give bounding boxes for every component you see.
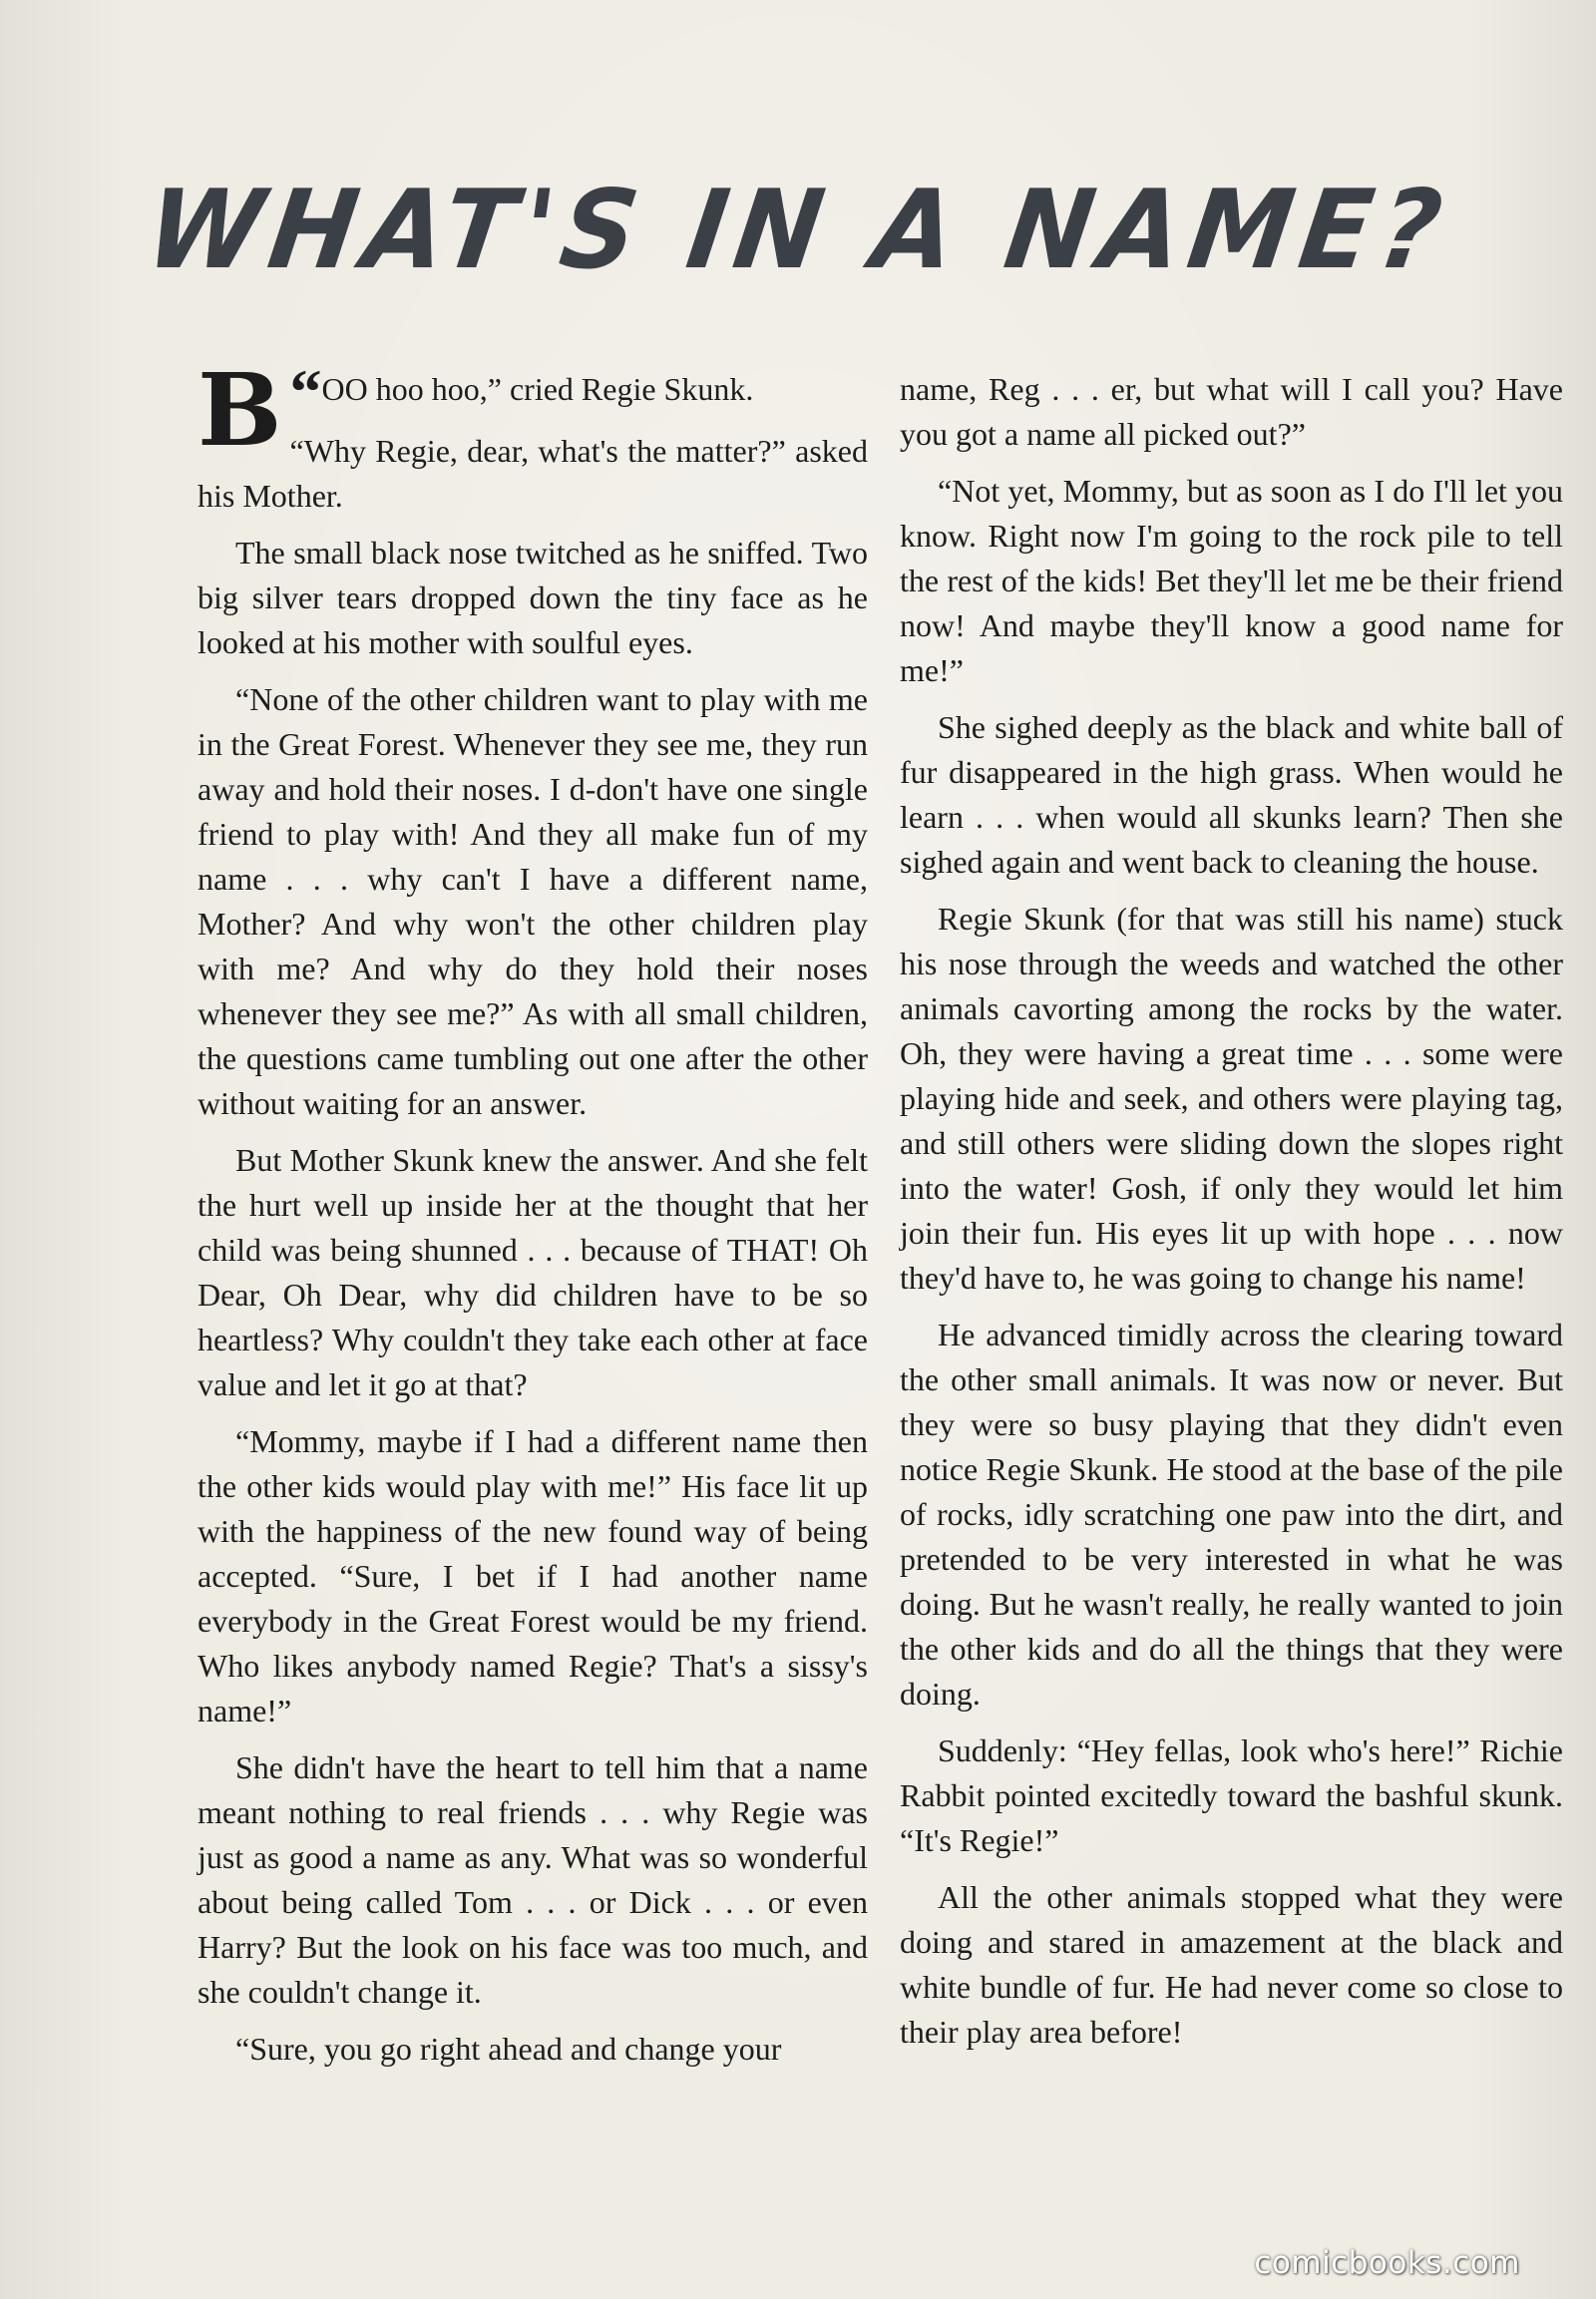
paragraph: “None of the other children want to play with me in the Great Forest. Whenever they see me, they run away and hold their noses. I d-don't have one single friend to play with! And they all make fun of my name . . . why can't I have a different name, Mother? And why won't the other children play with me? And why do they hold their noses whenever they see me?” As with all small children, the questions came tumbling out one after the other without waiting for an answer. (198, 681, 868, 1121)
drop-quote: “ (289, 356, 322, 427)
paragraph: Suddenly: “Hey fellas, look who's here!” Richie Rabbit pointed excitedly toward the bashful skunk. “It's Regie!” (900, 1732, 1563, 1858)
paragraph: “Why Regie, dear, what's the matter?” asked his Mother. (198, 433, 868, 514)
paragraph: Regie Skunk (for that was still his name) stuck his nose through the weeds and watched the other animals cavorting among the rocks by the water. Oh, they were having a great time . . . some were playing hide and seek, and others were playing tag, and still others were sliding down the slopes right into the water! Gosh, if only they would let him join their fun. His eyes lit up with hope . . . now they'd have to, he was going to change his name! (900, 901, 1563, 1296)
paragraph: The small black nose twitched as he sniffed. Two big silver tears dropped down the tiny face as he looked at his mother with soulful eyes. (198, 535, 868, 660)
paragraph: He advanced timidly across the clearing toward the other small animals. It was now or never. But they were so busy playing that they didn't even notice Regie Skunk. He stood at the base of the pile of rocks, idly scratching one paw into the dirt, and pretended to be very interested in what he was doing. But he wasn't really, he really wanted to join the other kids and do all the things that they were doing. (900, 1317, 1563, 1712)
paragraph: She sighed deeply as the black and white ball of fur disappeared in the high grass. When would he learn . . . when would all skunks learn? Then she sighed again and went back to cleaning the house. (900, 709, 1563, 880)
paragraph: “Mommy, maybe if I had a different name then the other kids would play with me!” His face lit up with the happiness of the new found way of being accepted. “Sure, I bet if I had another name everybody in the Great Forest would be my friend. Who likes anybody named Regie? That's a sissy's name!” (198, 1423, 868, 1728)
drop-cap: B (198, 351, 282, 469)
paragraph (198, 351, 868, 469)
page-title: WHAT'S IN A NAME? (139, 165, 1457, 294)
left-column (198, 351, 868, 2084)
paragraph: But Mother Skunk knew the answer. And she felt the hurt well up inside her at the thought that her child was being shunned . . . because of THAT! Oh Dear, Oh Dear, why did children have to be so heartless? Why couldn't they take each other at face value and let it go at that? (198, 1142, 868, 1402)
paragraph: name, Reg . . . er, but what will I call you? Have you got a name all picked out?” (900, 371, 1563, 452)
paragraph-text: OO hoo hoo,” cried Regie Skunk. (321, 371, 754, 407)
watermark: comicbooks.com (1254, 2245, 1520, 2281)
right-column (900, 367, 1563, 2067)
paragraph: She didn't have the heart to tell him that a name meant nothing to real friends . . . why Regie was just as good a name as any. What was so wonderful about being called Tom . . . or Dick . . . or even Harry? But the look on his face was too much, and she couldn't change it. (198, 1749, 868, 2010)
paragraph: “Sure, you go right ahead and change your (235, 2031, 782, 2067)
paragraph: All the other animals stopped what they were doing and stared in amazement at the black and white bundle of fur. He had never come so close to their play area before! (900, 1879, 1563, 2050)
paragraph: “Not yet, Mommy, but as soon as I do I'll let you know. Right now I'm going to the rock pile to tell the rest of the kids! Bet they'll let me be their friend now! And maybe they'll know a good name for me!” (900, 473, 1563, 688)
